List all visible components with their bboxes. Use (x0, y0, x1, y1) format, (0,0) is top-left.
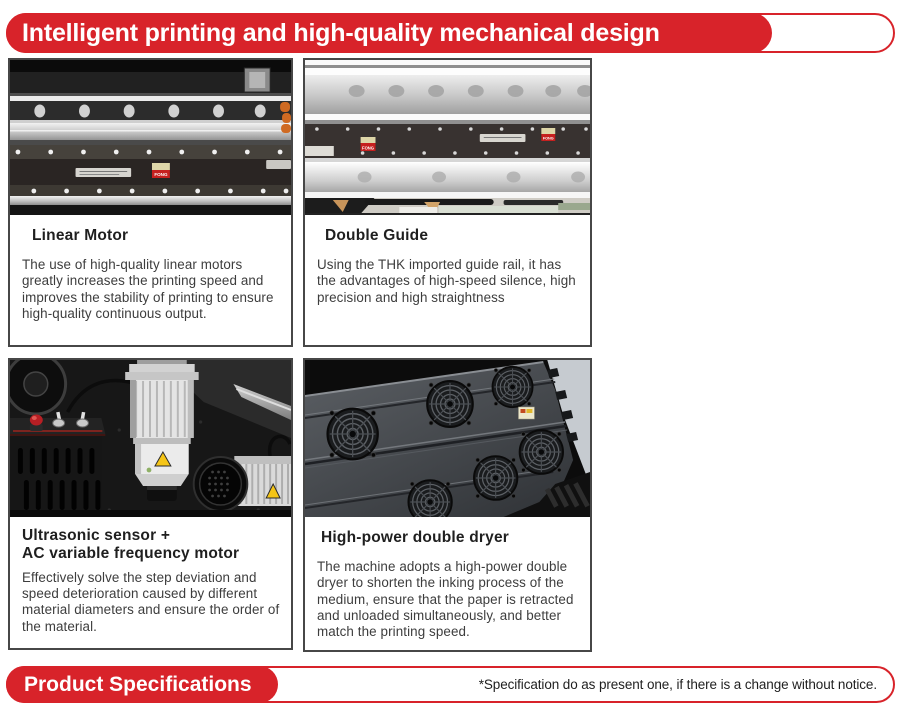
panel-title-double-guide: Double Guide (325, 227, 429, 244)
dryer-fans-photo (305, 360, 590, 517)
panel-body-ultrasonic-sensor: Effectively solve the step deviation and speed deterioration caused by different material diameters and ensure the order of the material. (22, 569, 280, 634)
panel-title-double-dryer: High-power double dryer (321, 529, 510, 546)
panel-text-linear-motor (10, 215, 291, 322)
header-banner (6, 13, 895, 53)
feature-card-double-dryer (303, 358, 592, 652)
fong-sticker-label: FONG (542, 136, 554, 141)
feature-card-ultrasonic-sensor (8, 358, 293, 650)
double-guide-rail-photo (305, 60, 590, 215)
footer-banner-fill (6, 666, 278, 703)
spec-disclaimer: *Specification do as present one, if there is a change without notice. (478, 677, 877, 692)
footer-title: Product Specifications (24, 672, 252, 696)
panel-body-linear-motor: The use of high-quality linear motors greatly increases the printing speed and improves the stability of printing to ensure high-quality continuous output. (22, 256, 274, 321)
emergency-button (30, 415, 43, 426)
feature-card-double-guide (303, 58, 592, 347)
panel-title-linear-motor: Linear Motor (32, 227, 129, 244)
panel-text-double-guide (305, 215, 590, 306)
feature-card-linear-motor (8, 58, 293, 347)
panel-title-line1: Ultrasonic sensor + (22, 527, 171, 544)
fong-sticker-label: FONG (362, 145, 375, 151)
panel-title-line2: AC variable frequency motor (22, 544, 240, 562)
panel-body-double-dryer: The machine adopts a high-power double dryer to shorten the inking process of the medium, ensure that the paper is retracted and unloaded simultaneously, and better match the printing speed. (317, 558, 574, 640)
header-banner-fill (6, 13, 772, 53)
panel-body-double-guide: Using the THK imported guide rail, it has the advantages of high-speed silence, high precision and high straightness (317, 256, 576, 305)
page-title: Intelligent printing and high-quality mechanical design (22, 18, 660, 47)
ultrasonic-sensor-motor-photo (10, 360, 291, 517)
fong-sticker-label: FONG (154, 172, 168, 178)
panel-title-ultrasonic-sensor (22, 527, 283, 563)
panel-text-double-dryer (305, 517, 590, 641)
linear-motor-rail-photo (10, 60, 291, 215)
panel-text-ultrasonic-sensor (10, 517, 291, 635)
footer-banner (6, 666, 895, 703)
